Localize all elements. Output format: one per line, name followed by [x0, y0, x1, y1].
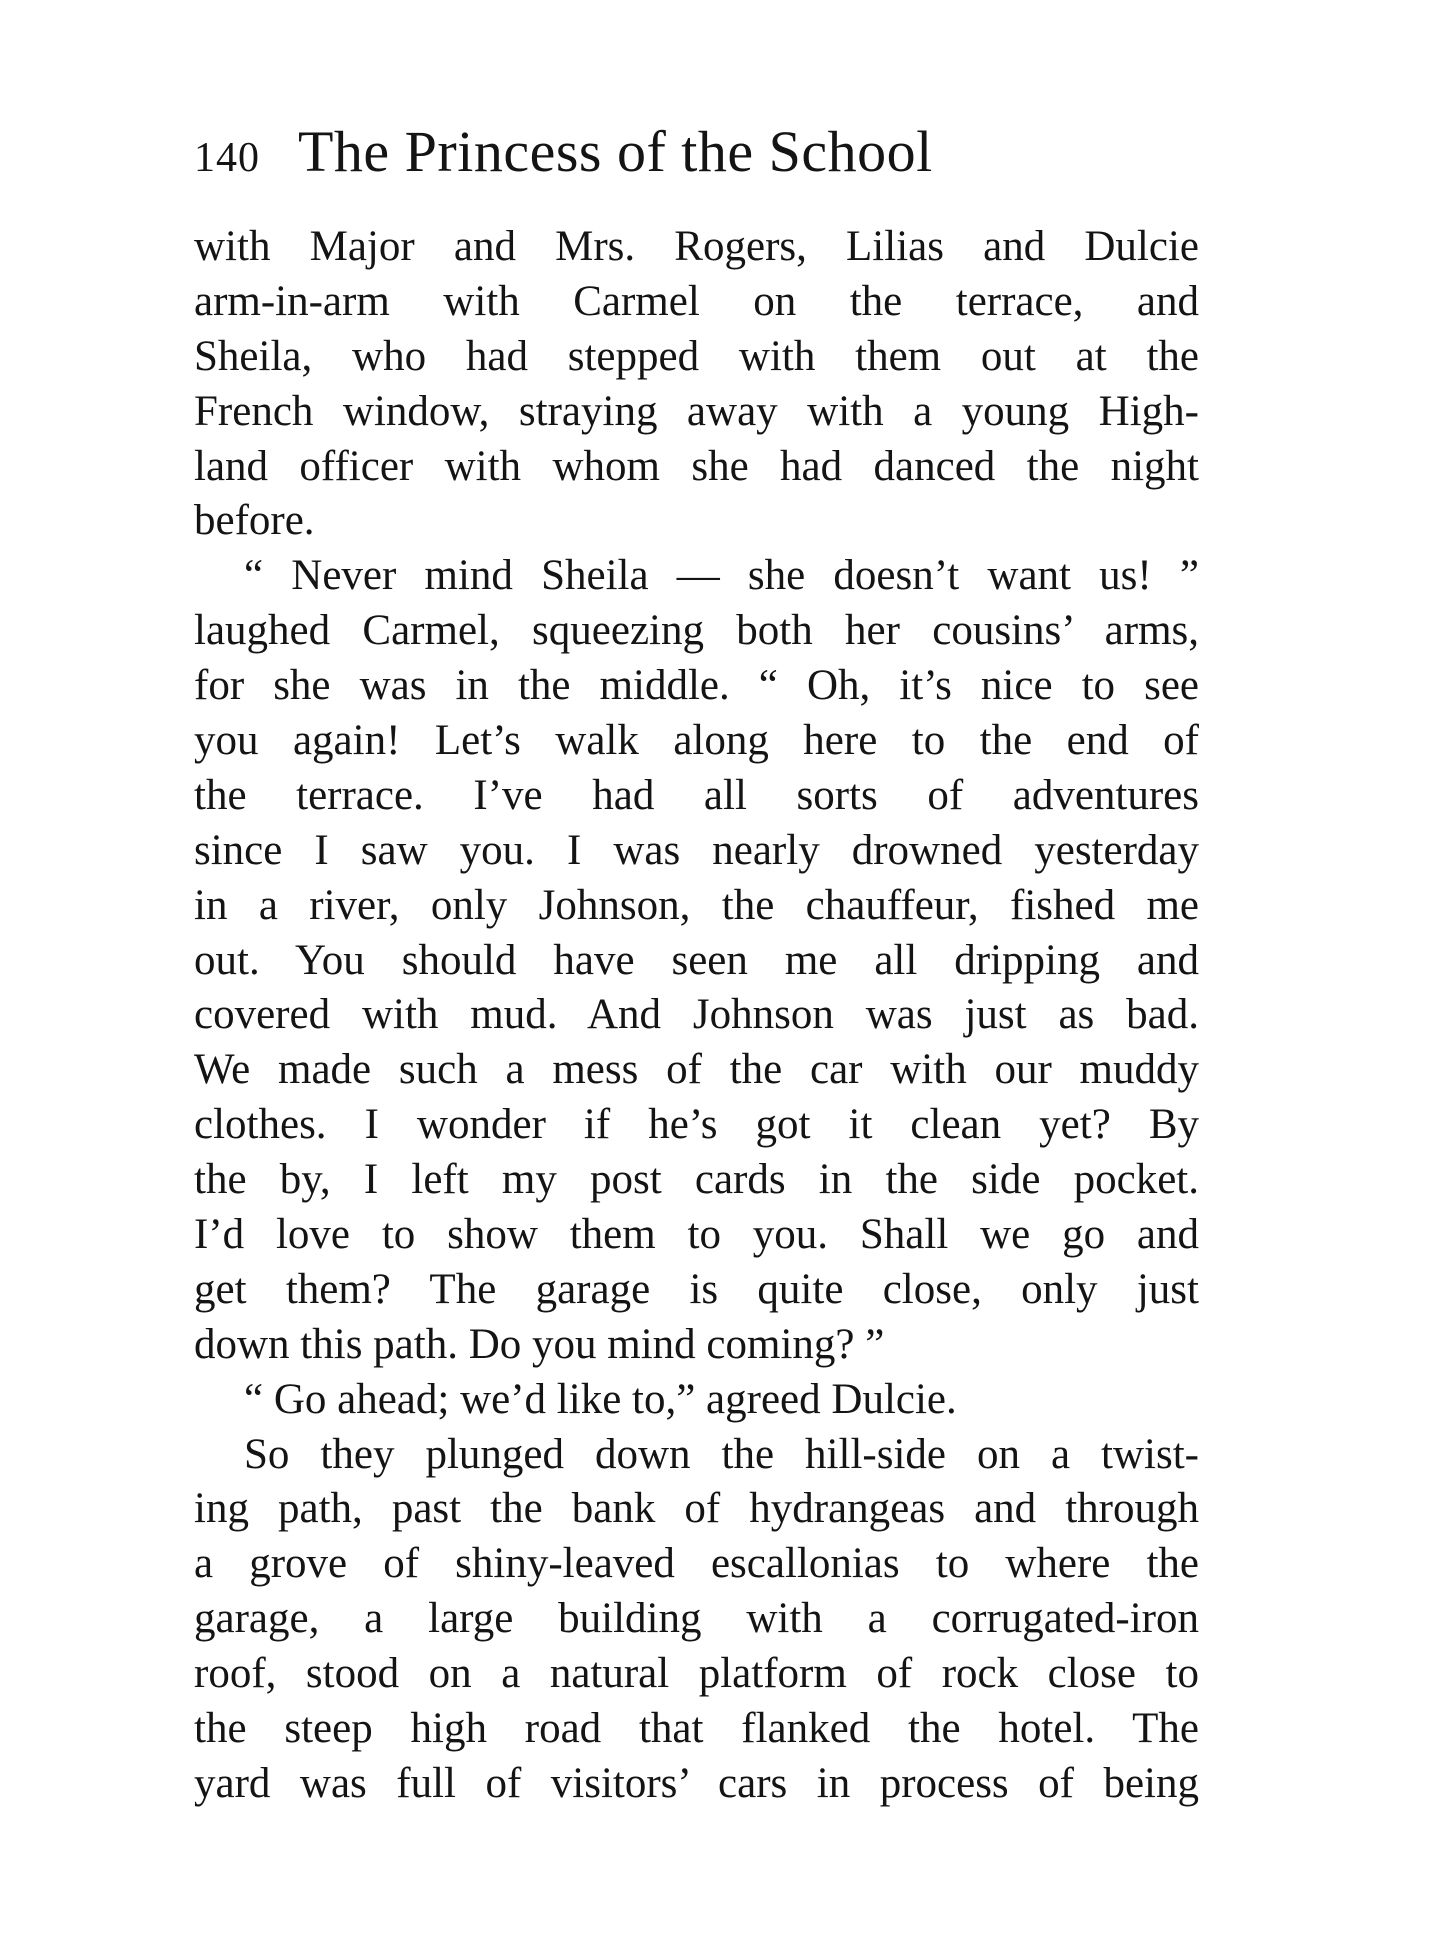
text-line: laughed Carmel, squeezing both her cousins’ arms, — [194, 607, 1199, 655]
text-line: the steep high road that flanked the hotel. The — [194, 1705, 1199, 1753]
text-line: “ Never mind Sheila — she doesn’t want us! ” — [244, 552, 1199, 600]
page-number: 140 — [194, 135, 260, 181]
text-line: I’d love to show them to you. Shall we go and — [194, 1211, 1199, 1259]
text-line: get them? The garage is quite close, only just — [194, 1265, 1199, 1313]
text-line: garage, a large building with a corrugated-iron — [194, 1595, 1199, 1643]
text-line: arm-in-arm with Carmel on the terrace, and — [194, 277, 1199, 325]
running-title: The Princess of the School — [298, 119, 933, 184]
text-line: for she was in the middle. “ Oh, it’s nice to see — [194, 662, 1199, 710]
text-line: land officer with whom she had danced the night — [194, 442, 1199, 490]
text-line: Sheila, who had stepped with them out at the — [194, 332, 1199, 380]
body-text — [194, 220, 1199, 1812]
text-line: down this path. Do you mind coming? ” — [194, 1320, 885, 1368]
text-line: the terrace. I’ve had all sorts of adventures — [194, 771, 1199, 819]
text-line: We made such a mess of the car with our muddy — [194, 1046, 1199, 1094]
running-header — [194, 118, 1094, 188]
text-line: before. — [194, 497, 315, 545]
text-line: roof, stood on a natural platform of rock close to — [194, 1650, 1199, 1698]
text-line: clothes. I wonder if he’s got it clean yet? By — [194, 1101, 1199, 1149]
text-line: covered with mud. And Johnson was just as bad. — [194, 991, 1199, 1039]
text-line: French window, straying away with a young High- — [194, 387, 1199, 435]
text-line: with Major and Mrs. Rogers, Lilias and Dulcie — [194, 223, 1199, 270]
text-line: “ Go ahead; we’d like to,” agreed Dulcie. — [244, 1375, 957, 1423]
text-line: yard was full of visitors’ cars in process of being — [194, 1759, 1199, 1807]
text-line: you again! Let’s walk along here to the end of — [194, 717, 1199, 765]
text-line: ing path, past the bank of hydrangeas and through — [194, 1485, 1199, 1533]
text-line: out. You should have seen me all dripping and — [194, 936, 1199, 984]
text-line: So they plunged down the hill-side on a twist- — [244, 1430, 1199, 1478]
text-line: a grove of shiny-leaved escallonias to where the — [194, 1540, 1199, 1588]
text-line: the by, I left my post cards in the side pocket. — [194, 1156, 1199, 1204]
text-line: in a river, only Johnson, the chauffeur, fished me — [194, 881, 1199, 929]
text-line: since I saw you. I was nearly drowned yesterday — [194, 826, 1199, 874]
